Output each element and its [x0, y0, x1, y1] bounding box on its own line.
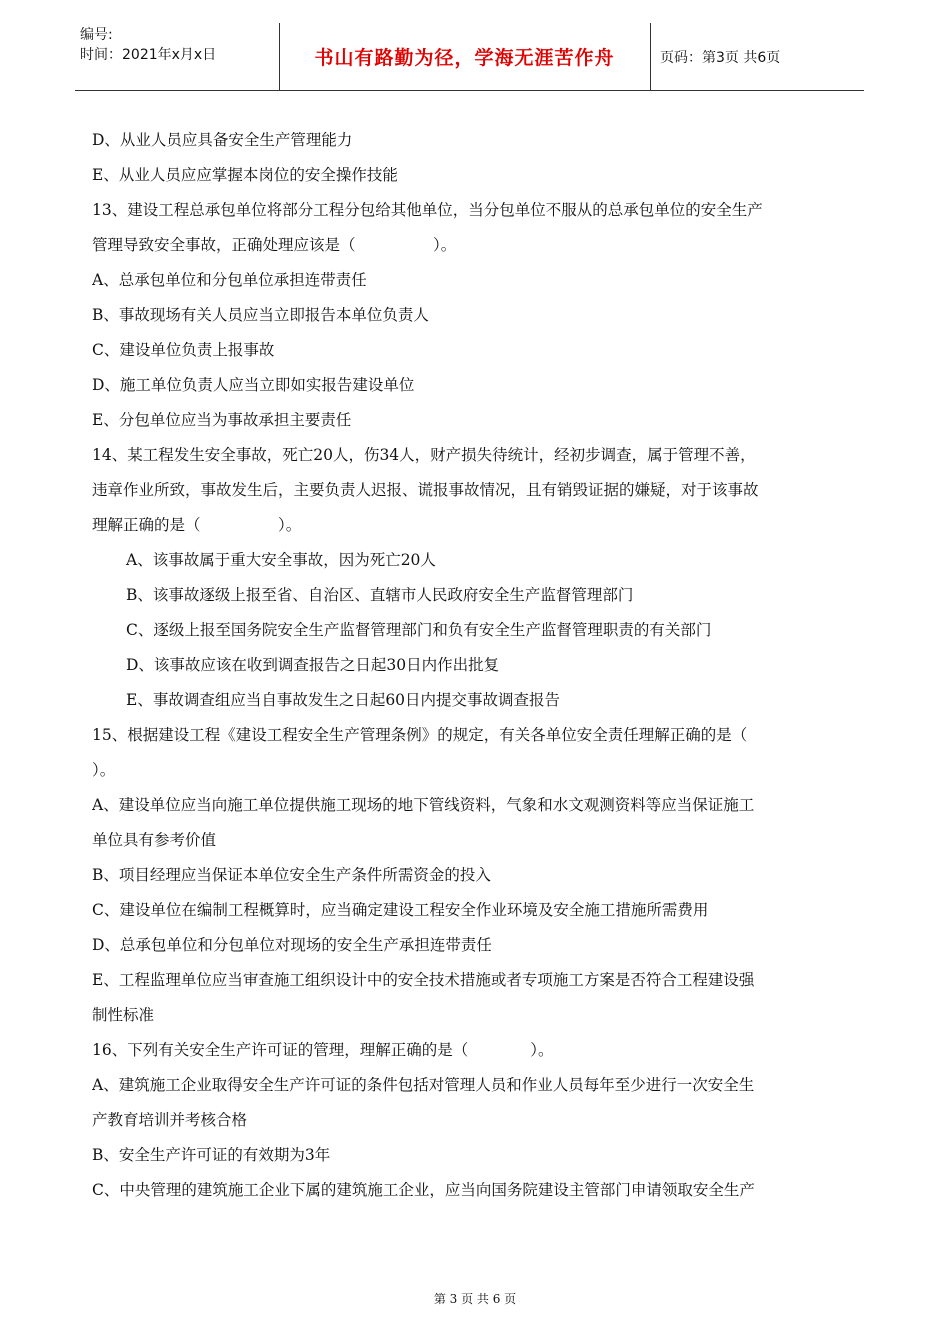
- header-motto: 书山有路勤为径，学海无涯苦作舟: [314, 47, 615, 69]
- question-15: 15、根据建设工程《建设工程安全生产管理条例》的规定，有关各单位安全责任理解正确的是（: [92, 726, 748, 744]
- text-line: 管理导致安全事故，正确处理应该是（ ）。: [92, 236, 457, 254]
- text-line: 单位具有参考价值: [92, 831, 217, 849]
- page-footer: 第 3 页 共 6 页: [433, 1292, 517, 1306]
- header-page-number: 页码：第3页 共6页: [660, 49, 781, 66]
- serial-number-label: 编号:: [80, 27, 113, 43]
- option-line: B、安全生产许可证的有效期为3年: [92, 1146, 331, 1164]
- option-line: C、建设单位负责上报事故: [92, 341, 275, 359]
- option-line: B、该事故逐级上报至省、自治区、直辖市人民政府安全生产监督管理部门: [126, 586, 634, 604]
- option-line: D、总承包单位和分包单位对现场的安全生产承担连带责任: [92, 936, 492, 954]
- option-line: E、事故调查组应当自事故发生之日起60日内提交事故调查报告: [126, 691, 561, 709]
- option-line: B、项目经理应当保证本单位安全生产条件所需资金的投入: [92, 866, 491, 884]
- header-meta: [80, 25, 278, 65]
- option-line: B、事故现场有关人员应当立即报告本单位负责人: [92, 306, 429, 324]
- option-line: E、分包单位应当为事故承担主要责任: [92, 411, 352, 429]
- option-line: A、建设单位应当向施工单位提供施工现场的地下管线资料，气象和水文观测资料等应当保证施工: [92, 796, 755, 814]
- text-line: 理解正确的是（ ）。: [92, 516, 302, 534]
- question-14: 14、某工程发生安全事故，死亡20人，伤34人，财产损失待统计，经初步调查，属于管理不善，: [92, 446, 756, 464]
- option-line: A、该事故属于重大安全事故，因为死亡20人: [126, 551, 436, 569]
- text-line: 产教育培训并考核合格: [92, 1111, 248, 1129]
- text-line: ）。: [92, 761, 116, 779]
- option-line: D、该事故应该在收到调查报告之日起30日内作出批复: [126, 656, 500, 674]
- text-line: 制性标准: [92, 1006, 155, 1024]
- text-line: 违章作业所致，事故发生后，主要负责人迟报、谎报事故情况，且有销毁证据的嫌疑，对于该事故: [92, 481, 759, 499]
- option-line: A、建筑施工企业取得安全生产许可证的条件包括对管理人员和作业人员每年至少进行一次安全生: [92, 1076, 755, 1094]
- text-line: D、从业人员应具备安全生产管理能力: [92, 131, 353, 149]
- date-label: 时间：2021年x月x日: [80, 47, 217, 63]
- text-line: E、从业人员应应掌握本岗位的安全操作技能: [92, 166, 398, 184]
- option-line: C、中央管理的建筑施工企业下属的建筑施工企业，应当向国务院建设主管部门申请领取安全生产: [92, 1181, 755, 1199]
- option-line: D、施工单位负责人应当立即如实报告建设单位: [92, 376, 415, 394]
- option-line: E、工程监理单位应当审查施工组织设计中的安全技术措施或者专项施工方案是否符合工程建设强: [92, 971, 755, 989]
- option-line: C、逐级上报至国务院安全生产监督管理部门和负有安全生产监督管理职责的有关部门: [126, 621, 712, 639]
- question-16: 16、下列有关安全生产许可证的管理，理解正确的是（ ）。: [92, 1041, 554, 1059]
- option-line: A、总承包单位和分包单位承担连带责任: [92, 271, 367, 289]
- option-line: C、建设单位在编制工程概算时，应当确定建设工程安全作业环境及安全施工措施所需费用: [92, 901, 709, 919]
- question-13: 13、建设工程总承包单位将部分工程分包给其他单位，当分包单位不服从的总承包单位的安全生产: [92, 201, 763, 219]
- page-header: [75, 23, 864, 91]
- header-divider: [650, 23, 651, 90]
- document-body: [92, 123, 852, 1208]
